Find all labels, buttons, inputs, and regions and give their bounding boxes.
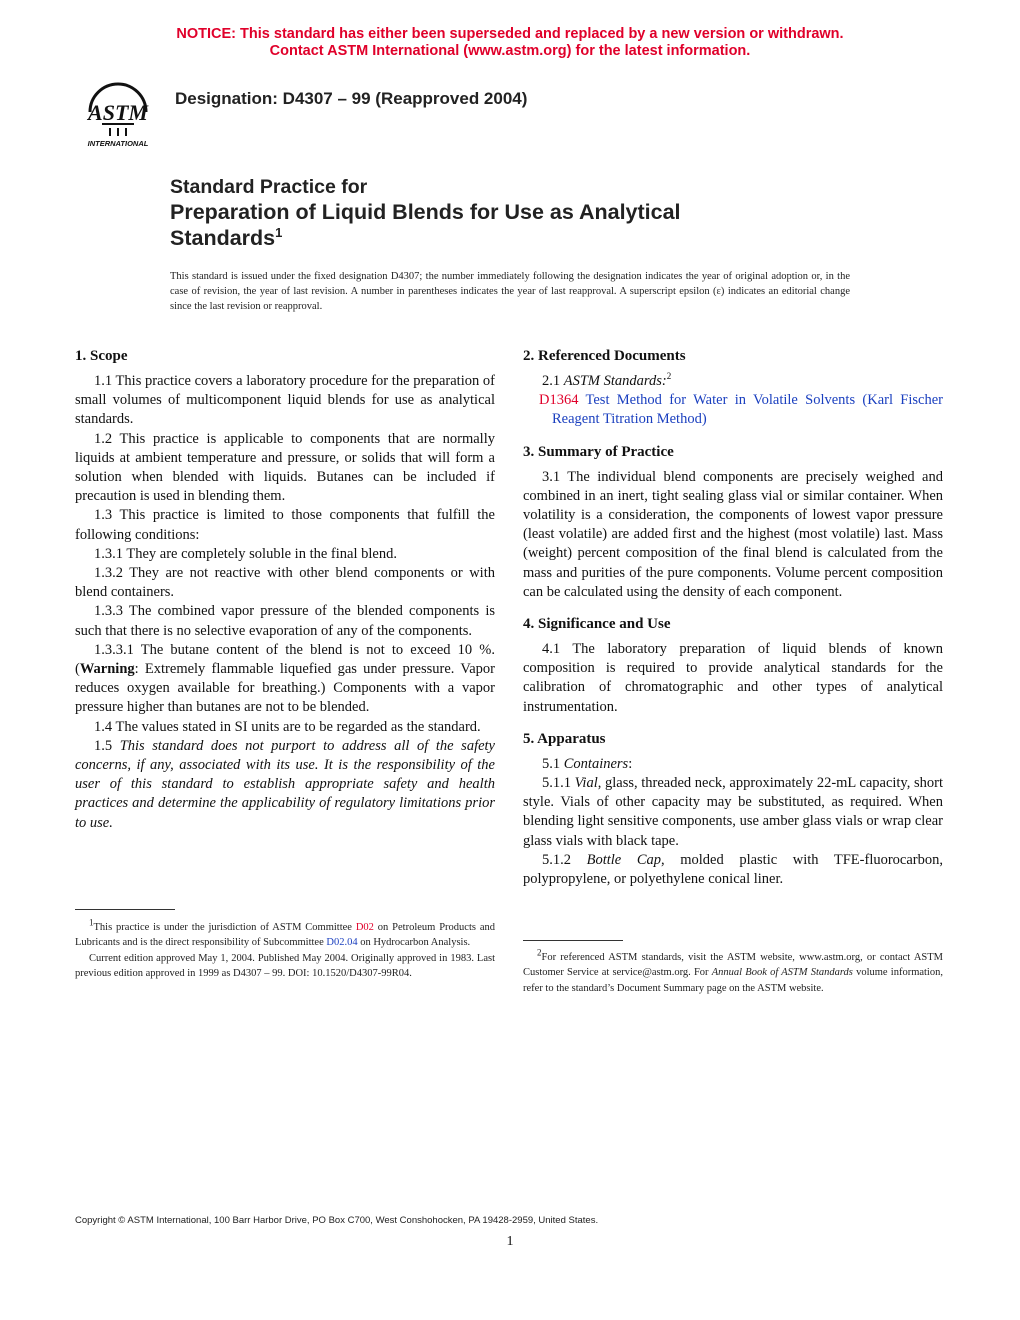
- para-5-1-number: 5.1: [542, 755, 564, 772]
- para-1-1: 1.1 This practice covers a laboratory procedure for the preparation of small volumes of multicomponent liquid blends for use as analytical standards.: [75, 373, 495, 428]
- para-5-1-1-number: 5.1.1: [542, 775, 575, 792]
- para-5-1-1: [523, 774, 943, 851]
- copyright-line: Copyright © ASTM International, 100 Barr Harbor Drive, PO Box C700, West Conshohocken, PA 19428-2959, United States.: [75, 1215, 599, 1226]
- footnote-rule-right: [523, 940, 623, 941]
- title-footnote-mark[interactable]: 1: [275, 224, 283, 240]
- title-line-1: Preparation of Liquid Blends for Use as Analytical: [170, 200, 681, 224]
- document-title: [170, 175, 930, 251]
- para-1-3: 1.3 This practice is limited to those components that fulfill the following conditions:: [75, 507, 495, 543]
- footnote-2-mark[interactable]: 2: [666, 371, 672, 382]
- para-5-1: [523, 755, 943, 774]
- astm-logo: [76, 78, 160, 150]
- containers-term: Containers: [563, 755, 629, 772]
- footnote-rule-left: [75, 909, 175, 910]
- designation: Designation: D4307 – 99 (Reapproved 2004): [175, 89, 528, 108]
- footnote-2-para: [523, 947, 943, 996]
- para-1-3-1: 1.3.1 They are completely soluble in the final blend.: [94, 545, 397, 562]
- para-5-1-2-number: 5.1.2: [542, 851, 587, 868]
- footnote-1-text-c: on Hydrocarbon Analysis.: [357, 937, 471, 949]
- footnote-2-mark-bottom: 2: [537, 947, 542, 958]
- summary-heading: 3. Summary of Practice: [523, 443, 674, 460]
- right-column: [523, 346, 943, 889]
- reference-title-link[interactable]: Test Method for Water in Volatile Solvents (Karl Fischer Reagent Titration Method): [552, 392, 943, 428]
- bottle-cap-term: Bottle Cap: [586, 851, 662, 868]
- para-1-4: 1.4 The values stated in SI units are to be regarded as the standard.: [94, 718, 481, 735]
- left-column: [75, 346, 495, 833]
- para-1-5-number: 1.5: [94, 737, 120, 754]
- astm-standards-label: ASTM Standards:: [563, 373, 667, 389]
- logo-letters: ASTM: [88, 100, 148, 125]
- footnote-2-text-a: For referenced ASTM standards, visit the ASTM website, www.astm.org, or contact ASTM Customer Service at service@astm.org. For: [523, 952, 943, 979]
- footnote-1: [75, 917, 495, 981]
- notice-line-2: Contact ASTM International (www.astm.org) for the latest information.: [269, 43, 751, 59]
- para-5-1-2: [523, 851, 943, 889]
- scope-heading: 1. Scope: [75, 348, 128, 364]
- para-1-5: [75, 737, 495, 833]
- subcommittee-d0204-link[interactable]: D02.04: [326, 937, 358, 949]
- para-1-3-2: 1.3.2 They are not reactive with other blend components or with blend containers.: [75, 565, 495, 601]
- reference-d1364[interactable]: [523, 391, 943, 429]
- issuance-note: This standard is issued under the fixed designation D4307; the number immediately following the designation indicates the year of original adoption or, in the case of revision, the year of last revision. A number in parentheses indicates the year of last reapproval. A superscript epsilon (ε) indicates an editorial change since the last revision or reapproval.: [170, 271, 850, 312]
- warning-label: Warning: [79, 661, 135, 678]
- footnote-2-text-b: volume information, refer to the standard’s Document Summary page on the ASTM website.: [523, 967, 943, 994]
- para-5-1-2-text: , molded plastic with TFE-fluorocarbon, polypropylene, or polyethylene conical liner.: [523, 851, 944, 888]
- para-1-3-3-1-start: 1.3.3.1 The butane content of the blend is not to exceed 10 %. (: [75, 641, 495, 678]
- para-5-1-1-text: , glass, threaded neck, approximately 22-mL capacity, short style. Vials of other capacity may be substituted, as required. When blending light sensitive components, use amber glass vials or wrap clear glass vials with black tape.: [523, 775, 943, 849]
- vial-term: Vial: [574, 775, 598, 792]
- notice-line-1: NOTICE: This standard has either been superseded and replaced by a new version or withdrawn.: [176, 26, 844, 42]
- withdrawn-notice: [0, 26, 1020, 60]
- footnote-1-text-b: on Petroleum Products and Lubricants and is the direct responsibility of Subcommittee: [75, 922, 495, 949]
- para-1-3-3-1-rest: : Extremely flammable liquefied gas under pressure. Vapor reduces oxygen available for breathing.) Components with a vapor pressure higher than butanes are not to be blended.: [75, 661, 495, 716]
- para-3-1: 3.1 The individual blend components are precisely weighed and combined in an inert, tight sealing glass vial or similar container. When volatility is a consideration, the components of lowest vapor pressure (least volatile) are added first and the highest (most volatile) last. Mass (weight) percent composition of the final blend is calculated from the mass and purities of the pure components. Volume percent composition can be calculated using the density of each component.: [523, 468, 943, 600]
- para-1-3-3-1: [75, 641, 495, 718]
- annual-book-title: Annual Book of ASTM Standards: [711, 967, 853, 979]
- para-2-1: [523, 372, 943, 391]
- logo-international: INTERNATIONAL: [87, 139, 149, 148]
- para-1-5-text: This standard does not purport to address all of the safety concerns, if any, associated with its use. It is the responsibility of the user of this standard to establish appropriate safety and health practices and determine the applicability of regulatory limitations prior to use.: [75, 737, 495, 831]
- footnote-1-text-a: This practice is under the jurisdiction of ASTM Committee: [93, 922, 356, 933]
- para-1-2: 1.2 This practice is applicable to components that are normally liquids at ambient temperature and pressure, or solids that will form a solution when blended with liquids. Butanes can be included if precaution is used in blending them.: [75, 430, 495, 505]
- title-line-2: [170, 225, 930, 251]
- footnote-1-para-1: [75, 917, 495, 951]
- title-line-2-text: Standards: [170, 226, 276, 250]
- committee-d02-link[interactable]: D02: [355, 922, 374, 933]
- para-5-1-colon: :: [628, 755, 633, 772]
- significance-heading: 4. Significance and Use: [523, 616, 671, 633]
- para-2-1-number: 2.1: [542, 373, 564, 389]
- footnote-1-mark: 1: [89, 917, 94, 928]
- page-number: 1: [506, 1234, 514, 1249]
- footnote-1-para-2: Current edition approved May 1, 2004. Published May 2004. Originally approved in 1983. Last previous edition approved in 1999 as D4307 – 99. DOI: 10.1520/D4307-99R04.: [75, 952, 495, 979]
- title-prefix: Standard Practice for: [170, 176, 368, 198]
- para-1-3-3: 1.3.3 The combined vapor pressure of the blended components is such that there is no selective evaporation of any of the components.: [75, 603, 495, 639]
- reference-code[interactable]: D1364: [539, 392, 579, 409]
- para-4-1: 4.1 The laboratory preparation of liquid blends of known composition is required to provide analytical standards for the calibration of chromatographic and other types of analytical instrumentation.: [523, 641, 943, 715]
- footnote-2: [523, 947, 943, 996]
- referenced-documents-heading: 2. Referenced Documents: [523, 348, 686, 364]
- apparatus-heading: 5. Apparatus: [523, 730, 606, 747]
